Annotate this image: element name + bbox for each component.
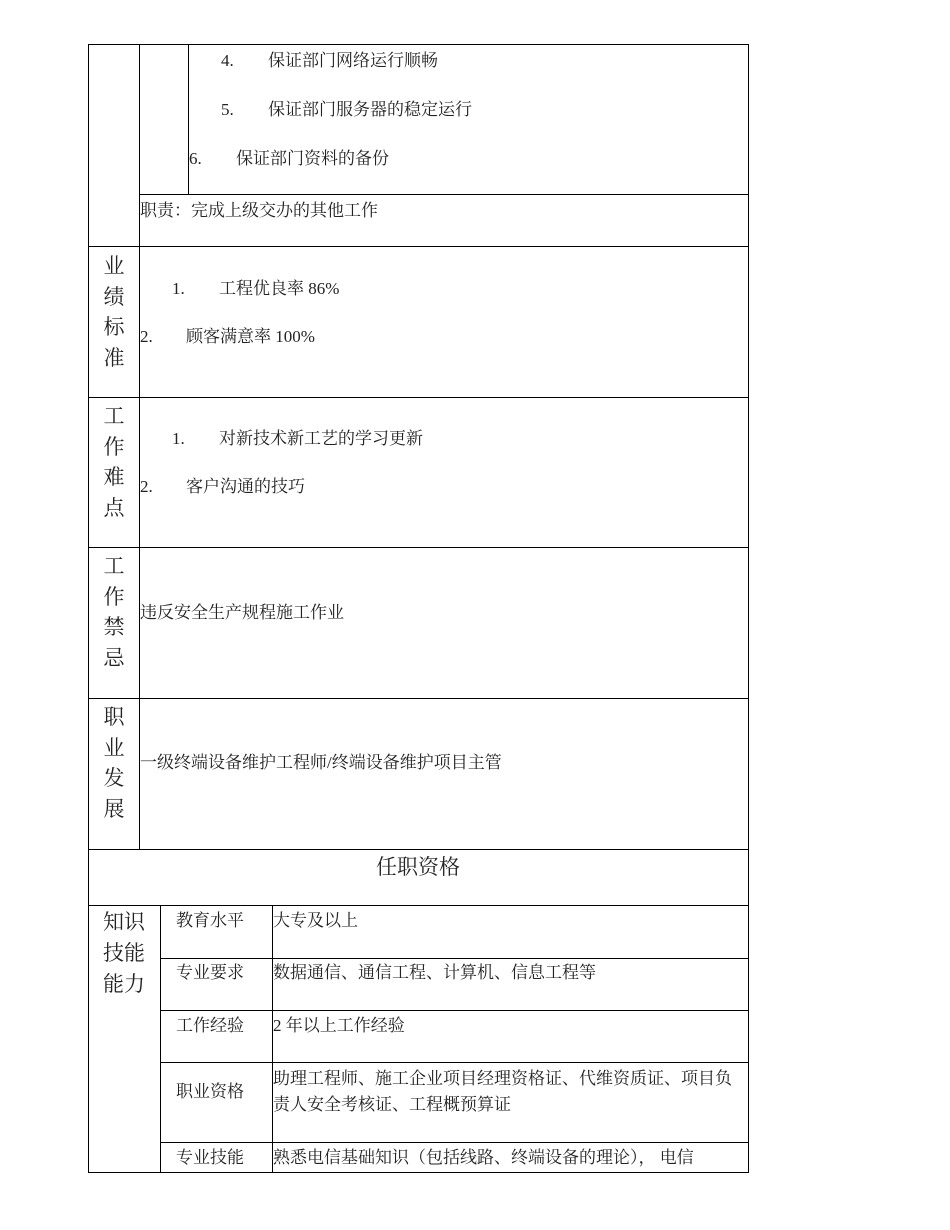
career-label: 职 业 发 展 [103, 705, 125, 821]
qual-value-certification: 助理工程师、施工企业项目经理资格证、代维资质证、项目负责人安全考核证、工程概预算证 [273, 1069, 732, 1114]
duty-item-text: 保证部门网络运行顺畅 [268, 51, 438, 70]
taboos-text: 违反安全生产规程施工作业 [140, 603, 344, 622]
difficulty-item-text: 客户沟通的技巧 [186, 477, 305, 496]
qual-label-experience: 工作经验 [176, 1016, 244, 1035]
difficulty-item-number: 1. [172, 429, 185, 448]
qual-label-education: 教育水平 [176, 911, 244, 930]
career-text: 一级终端设备维护工程师/终端设备维护项目主管 [140, 753, 502, 772]
performance-item-text: 顾客满意率 100% [186, 327, 315, 346]
duty-item-number: 6. [189, 149, 202, 168]
difficulty-item-text: 对新技术新工艺的学习更新 [219, 429, 423, 448]
taboos-label: 工 作 禁 忌 [103, 554, 125, 670]
qual-value-skills: 熟悉电信基础知识（包括线路、终端设备的理论）， 电信 [273, 1148, 694, 1167]
performance-item-number: 2. [140, 327, 153, 346]
duty-item-text: 保证部门服务器的稳定运行 [268, 100, 472, 119]
qual-value-major: 数据通信、通信工程、计算机、信息工程等 [273, 963, 596, 982]
performance-label: 业 绩 标 准 [103, 254, 125, 370]
performance-item-number: 1. [172, 279, 185, 298]
performance-item-text: 工程优良率 86% [219, 279, 340, 298]
qual-value-experience: 2 年以上工作经验 [273, 1016, 405, 1035]
qual-label-major: 专业要求 [176, 963, 244, 982]
duty-item-number: 5. [221, 100, 234, 119]
qual-label-certification: 职业资格 [176, 1082, 244, 1101]
qualifications-title: 任职资格 [376, 855, 460, 879]
knowledge-skills-label: 知识 技能 能力 [103, 910, 145, 996]
duty-other: 职责：完成上级交办的其他工作 [140, 201, 378, 220]
difficulties-label: 工 作 难 点 [103, 404, 125, 520]
duty-item-number: 4. [221, 51, 234, 70]
qual-label-skills: 专业技能 [176, 1148, 244, 1167]
duty-item-text: 保证部门资料的备份 [236, 149, 389, 168]
qual-value-education: 大专及以上 [273, 911, 358, 930]
difficulty-item-number: 2. [140, 477, 153, 496]
